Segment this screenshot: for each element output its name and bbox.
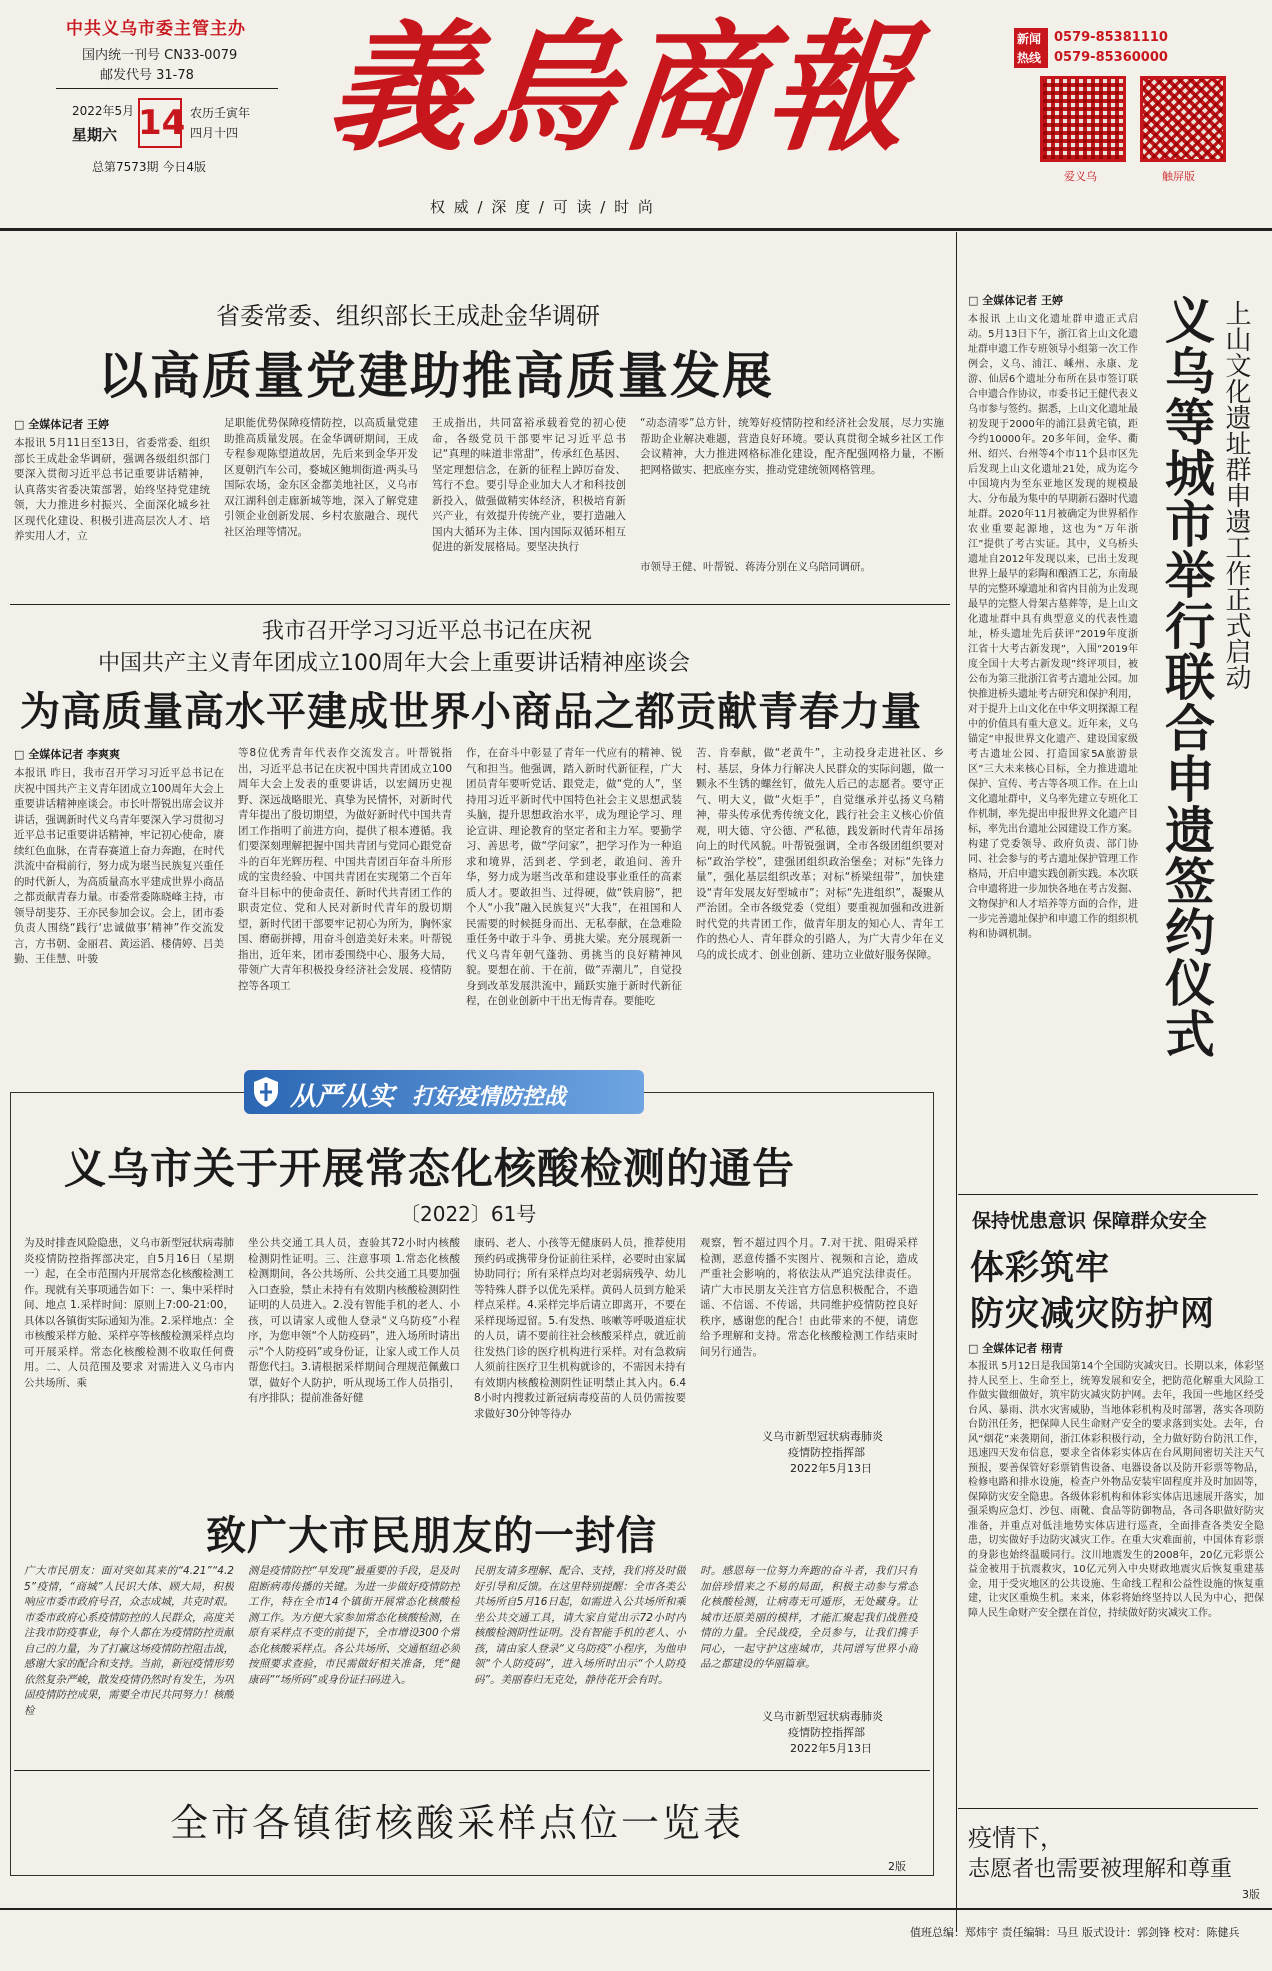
letter-col1: 广大市民朋友：面对突如其来的“4.21”“4.25”疫情，“商城”人民识大体、顾大局，积极响应市委市政府号召，众志成城，共克时艰。市委市政府心系疫情防控的人民群众，高度关注我市防疫事业，每个人都在为疫情防控贡献自己的力量，为了打赢这场疫情防控阻击战，感谢大家的配合和支持。当前，新冠疫情形势依然复杂严峻，散发疫情仍然时有发生，为巩固疫情防控成果，需要全市民共同努力！核酸检 <box>24 1565 234 1717</box>
issn-text: 国内统一刊号 CN33-0079 <box>82 48 238 63</box>
article1-col2: 足职能优势保障疫情防控，以高质量党建助推高质量发展。在金华调研期间，王成专程参观陈望道故居，先后来到金华开发区夏朝汽车公司，婺城区鲍圳街道·两头马国际农场，金东区金都美地社区，义乌市双江湖科创走廊新城等地，深入了解党建引领企业创新发展、乡村农旅融合、现代社区治理等情况。 <box>224 417 418 538</box>
letter-signature-1: 义乌市新型冠状病毒肺炎 <box>762 1710 883 1723</box>
article1-col3: 王成指出，共同富裕承载着党的初心使命，各级党员干部要牢记习近平总书记“真理的味道非常甜”，传承红色基因、坚定理想信念，在新的征程上踔厉奋发、笃行不怠。要引导企业加大人才和科技创新投入，做强做精实体经济，积极培育新兴产业，有效提升传统产业，要打造融入国内大循环为主体、国内国际双循环相互促进的新发展格局。要坚决执行 <box>432 417 626 553</box>
banner-text-left: 从严从实 <box>290 1082 395 1112</box>
right-volunteer-page: 3版 <box>1242 1888 1260 1901</box>
right-feature-kicker: 上山文化遗址群申遗工作正式启动 <box>1221 300 1251 690</box>
hotline-label-2: 热线 <box>1017 51 1042 65</box>
right-sports-kicker: 保持忧患意识 保障群众安全 <box>972 1210 1207 1232</box>
qr-label-2: 触屏版 <box>1162 170 1195 183</box>
hotline-label-1: 新闻 <box>1017 32 1042 46</box>
notice-headline: 义乌市关于开展常态化核酸检测的通告 <box>64 1144 796 1193</box>
qr-label-1: 爱义乌 <box>1064 170 1097 183</box>
sampling-list-page: 2版 <box>888 1860 906 1873</box>
masthead <box>0 0 1272 230</box>
hotline-phone-2: 0579-85360000 <box>1054 50 1168 65</box>
postal-code-text: 邮发代号 31-78 <box>100 68 194 83</box>
article2-col2: 等8位优秀青年代表作交流发言。叶帮锐指出，习近平总书记在庆祝中国共青团成立100周年大会上发表的重要讲话，以宏阔历史视野、深远战略眼光、真挚为民情怀，对新时代青年提出了殷切期望，为做好新时代中国共青团工作指明了前进方向，提供了根本遵循。我们要深刻理解把握中国共青团与党同心跟党奋斗的百年光辉历程、中国共青团百年奋斗所形成的宝贵经验、中国共青团在实现第二个百年奋斗目标中的使命责任、新时代共青团工作的职责定位、党和人民对新时代青年的殷切期望，新时代团干部要牢记初心为所为，胸怀家国、磨砺拼搏，用奋斗创造美好未来。叶帮锐指出，近年来，团市委围绕中心、服务大局，带领广大青年积极投身经济社会发展、疫情防控等各项工 <box>238 747 452 992</box>
letter-col2: 测是疫情防控“早发现”最重要的手段，是及时阻断病毒传播的关键。为进一步做好疫情防控工作，特在全市14个镇街开展常态化核酸检测工作。为方便大家参加常态化核酸检测，在原有采样点不变的前提下，全市增设300个常态化核酸采样点。各公共场所、交通枢纽必须按照要求查验，市民需做好相关准备，凭“健康码”“场所码”或身份证扫码进入。 <box>248 1565 460 1686</box>
article2-byline: □ 全媒体记者 李爽爽 <box>14 748 121 761</box>
article1-byline: □ 全媒体记者 王婷 <box>14 418 110 431</box>
newspaper-title: 義烏商報 <box>321 7 923 171</box>
article2-col1: 本报讯 昨日，我市召开学习习近平总书记在庆祝中国共产主义青年团成立100周年大会上重要讲话精神座谈会。市长叶帮锐出席会议并讲话，强调新时代义乌青年要深入学习贯彻习近平总书记重要讲话精神，牢记初心使命，赓续红色血脉，在青春赛道上奋力奔跑，在时代洪流中奋楫前行，努力成为堪当民族复兴重任的时代新人，为高质量高水平建成世界小商品之都贡献青春力量。市委常委陈晓峰主持，市领导胡斐芬、王亦民参加会议。会上，团市委负责人围绕“践行‘忠诚做事’精神”作交流发言，方书朝、金丽君、黄运滔、楼倩婷、吕美勤、王佳慧、叶骏 <box>14 767 224 965</box>
notice-number: 〔2022〕61号 <box>400 1202 537 1226</box>
right-sports-headline-1: 体彩筑牢 <box>970 1248 1110 1288</box>
letter-col3: 民朋友请多理解、配合、支持，我们将及时做好引导和反馈。在这里特别提醒：全市各类公共场所自5月16日起，如需进入公共场所和乘坐公共交通工具，请大家自觉出示72小时内核酸检测阴性证明。没有智能手机的老人、小孩，请由家人登录“义乌防疫”小程序，为他申领“个人防疫码”，进入场所时出示“个人防疫码”。美丽春归无克处，静待花开会有时。 <box>474 1565 686 1686</box>
notice-signature-2: 疫情防控指挥部 <box>788 1446 865 1459</box>
hotline-phone-1: 0579-85381110 <box>1054 30 1168 45</box>
right-feature-headline: 义乌等城市举行联合申遗签约仪式 <box>1157 294 1215 1059</box>
article2-kicker-2: 中国共产主义青年团成立100周年大会上重要讲话精神座谈会 <box>98 651 690 676</box>
notice-col4: 观察，暂不超过四个月。7.对干扰、阻碍采样检测，恶意传播不实图片、视频和言论，造成严重社会影响的，将依法从严追究法律责任。请广大市民朋友关注官方信息积极配合，不造谣、不信谣、不传谣，共同维护疫情防控良好秩序，感谢您的配合！由此带来的不便，请您给予理解和支持。常态化核酸检测工作结束时间另行通告。 <box>700 1237 918 1358</box>
footer-credits: 值班总编：郑炜宇 责任编辑：马旦 版式设计：郭剑锋 校对：陈健兵 <box>910 1926 1240 1939</box>
slogan: 权 威 / 深 度 / 可 读 / 时 尚 <box>430 198 655 216</box>
article2-headline: 为高质量高水平建成世界小商品之都贡献青春力量 <box>20 689 922 735</box>
letter-date: 2022年5月13日 <box>790 1742 872 1755</box>
sampling-list-title[interactable]: 全市各镇街核酸采样点位一览表 <box>170 1801 745 1845</box>
article1-col4: “动态清零”总方针，统筹好疫情防控和经济社会发展，尽力实施帮助企业解决难题，营造良好环境。要认真贯彻全城乡社区工作会议精神，大力推进网格标准化建设，配齐配强网格力量，不断把网格做实、把底座夯实，推动党建统领网格管理。 <box>640 417 944 476</box>
notice-col3: 康码、老人、小孩等无健康码人员，推荐使用预约码或携带身份证前往采样，必要时由家属协助同行；所有采样点均对老弱病残孕、幼儿等特殊人群予以优先采样。黄码人员到方舱采样点采样。4.采样完毕后请立即离开，不要在采样现场逗留。5.有发热、咳嗽等呼吸道症状的人员，请不要前往社会核酸采样点，就近前往发热门诊的医疗机构进行采样。对有急救病人须前往医疗卫生机构就诊的，不需因未持有有效期内核酸检测阴性证明禁止其入内。6.48小时内搜救过新冠病毒疫苗的人员仍需按要求做好30分钟等待办 <box>474 1237 686 1420</box>
day-number: 14 <box>138 103 186 143</box>
right-sports-text: 本报讯 5月12日是我国第14个全国防灾减灾日。长期以来，体彩坚持人民至上、生命至上，统筹发展和安全，把防范化解重大风险工作做实做细做好，筑牢防灾减灾防护网。去年，我国一些地区经受台风、暴雨、洪水灾害威胁，当地体彩机构及时部署，落实各项防台防汛任务，把保障人民生命财产安全的要求落到实处。去年，台风“烟花”来袭期间，浙江体彩积极行动，全力做好防台防汛工作，迅速四天发布信息，要求全省体彩实体店在台风期间密切关注天气预报，要善保管好彩票销售设备、电器设备以及防开彩票等物品，检修电路和排水设施，检查户外物品安装牢固程度并及时加固等，保障防灾安全隐患。各级体彩机构和体彩实体店迅速展开落实，加强采购应急灯、沙包、雨靴、食品等防御物品，各司各职做好防灾准备，并重点对低洼地势实体店进行巡查，全面排查各类安全隐患，切实做好手边防灾减灾工作。在重大灾难面前，中国体育彩票的身影也始终温暖同行。汶川地震发生的2008年，20亿元彩票公益金被用于抗震救灾，10亿元列入中央财政地震灾后恢复重建基金，用于受灾地区的公共设施、生命线工程和公益性设施的恢复重建，让灾区重焕生机。来来，体彩将始终坚持以人民为中心，把保障人民生命财产安全摆在首位，持续做好防灾减灾工作。 <box>968 1361 1264 1619</box>
banner-text-right: 打好疫情防控战 <box>412 1085 567 1110</box>
right-sports-byline: □ 全媒体记者 栩青 <box>968 1342 1064 1355</box>
right-feature-text: 本报讯 上山文化遗址群申遗正式启动。5月13日下午，浙江省上山文化遗址群申遗工作专班领导小组第一次工作例会，义乌、浦江、嵊州、永康、龙游、仙居6个遗址分布所在县市签订联合申遗合作协议，市委书记王健代表义乌市参与签约。据悉，上山文化遗址最初发现于2000年的浦江县黄宅镇，距今约10000年。20多年间，金华、衢州、绍兴、台州等4个市11个县市区先后发现上山文化遗址21处，成为迄今中国境内为至东亚地区发现的规模最大、分布最为集中的早期新石器时代遗址群。2020年11月被确定为世界稻作农业重要起源地，这也为“万年浙江”提供了考古实证。其中，义乌桥头遗址自2012年发现以来，已出土发现世界上最早的彩陶和酿酒工艺，东南最早的完整环壕遗址和省内目前为止发现最早的完整人骨架古墓葬等，是上山文化遗址群中具有典型意义的代表性遗址，桥头遗址先后获评“2019年度浙江省十大考古新发现”，入围“2019年度全国十大考古新发现”终评项目，被公布为第三批浙江省考古遗址公园。加快推进桥头遗址考古研究和保护利用，对于提升上山文化在中华文明探源工程中的价值具有重大意义。近年来，义乌锚定“申报世界文化遗产、建设国家级考古遗址公园、打造国家5A旅游景区”三大未来核心目标，全力推进遗址保护、宣传、考古等各项工作。在上山文化遗址群中，义乌率先建立专班化工作机制，率先提出申报世界文化遗产目标，率先出台遗址公园建设工作方案。构建了党委领导、政府负责、部门协同、社会参与的考古遗址保护管理工作格局，开启申遗实践创新实践。本次联合申遗将进一步加快各地在考古发掘、文物保护和人才培养等方面的合作，进一步完善遗址保护和申遗工作的组织机构和协调机制。 <box>968 314 1138 940</box>
lunar-day: 四月十四 <box>190 126 239 140</box>
article1-kicker: 省委常委、组织部长王成赴金华调研 <box>216 302 600 330</box>
letter-headline: 致广大市民朋友的一封信 <box>206 1513 657 1559</box>
letter-signature-2: 疫情防控指挥部 <box>788 1726 865 1739</box>
right-feature-byline: □ 全媒体记者 王婷 <box>968 294 1064 307</box>
right-volunteer-line-2[interactable]: 志愿者也需要被理解和尊重 <box>968 1857 1233 1882</box>
sponsor-text: 中共义乌市委主管主办 <box>66 19 246 39</box>
qr-code-2[interactable] <box>1140 76 1226 162</box>
notice-col1: 为及时排查风险隐患，义乌市新型冠状病毒肺炎疫情防控指挥部决定，自5月16日（星期一）起，在全市范围内开展常态化核酸检测工作。现就有关事项通告如下：一、集中采样时间、地点 1.采样时间：原则上7:00-21:00，具体以各镇街实际通知为准。2.采样地点：全市核酸采样方舱、采样亭等核酸检测采样点均可开展采样。常态化核酸检测不收取任何费用。二、人员范围及要求 对需进入义乌市内公共场所、乘 <box>24 1237 234 1389</box>
notice-signature-1: 义乌市新型冠状病毒肺炎 <box>762 1430 883 1443</box>
date-text: 2022年5月 <box>72 104 135 118</box>
article2-kicker-1: 我市召开学习习近平总书记在庆祝 <box>262 619 593 644</box>
weekday-text: 星期六 <box>72 126 118 144</box>
right-sports-headline-2: 防灾减灾防护网 <box>970 1294 1215 1334</box>
article1-col4-end: 市领导王健、叶帮锐、蒋涛分别在义乌陪同调研。 <box>640 561 871 573</box>
lunar-year: 农历壬寅年 <box>190 106 251 120</box>
letter-col4: 时。感恩每一位努力奔跑的奋斗者，我们只有加倍珍惜来之不易的局面，积极主动参与常态化核酸检测，让病毒无可遁形，无处藏身。让城市还原美丽的模样，才能汇聚起我们战胜疫情的力量。全民战疫，全员参与，让我们携手同心，一起守护这座城市，共同谱写世界小商品之都建设的华丽篇章。 <box>700 1565 918 1670</box>
article1-headline: 以高质量党建助推高质量发展 <box>98 347 774 405</box>
notice-date: 2022年5月13日 <box>790 1462 872 1475</box>
article2-col4: 苦、肯奉献，做“老黄牛”，主动投身走进社区、乡村、基层，身体力行解决人民群众的实际问题，做一颗永不生锈的螺丝钉，做先人后己的志愿者。要守正气、明大义，做“火炬手”，自觉继承并弘扬义乌精神，带头传承优秀传统文化，践行社会主义核心价值观，明大德、守公德、严私德，践发新时代青年昂扬向上的时代风貌。叶帮锐强调，全市各级团组织要对标“政治学校”，建强团组织政治堡垒；对标“先锋力量”，强化基层组织改革；对标“桥梁纽带”，加快建设“青年发展友好型城市”；对标“先进组织”，凝聚从严治团。全市各级党委（党组）要重视加强和改进新时代党的共青团工作，做青年朋友的知心人、青年工作的热心人、青年群众的引路人，为广大青少年在义乌的成长成才、创业创新、建功立业做好服务保障。 <box>696 747 944 961</box>
issue-text: 总第7573期 今日4版 <box>92 160 206 174</box>
article1-col1: 本报讯 5月11日至13日，省委常委、组织部长王成赴金华调研，强调各级组织部门要深入贯彻习近平总书记重要讲话精神，认真落实省委决策部署，始终坚持党建统领，大力推进乡村振兴、全面深化城乡社区现代化建设、积极引进高层次人才、培养实用人才，立 <box>14 437 210 542</box>
article2-col3: 作，在奋斗中彰显了青年一代应有的精神、锐气和担当。他强调，踏入新时代新征程，广大团员青年要听党话、跟党走，做“党的人”，坚持用习近平新时代中国特色社会主义思想武装头脑，提升思想政治水平，成为理论学习、理论宣讲、理论教育的坚定者和主力军。要勤学习、善思考，做“学问家”，把学习作为一种追求和境界，活到老、学到老，敢追问、善升华，努力成为堪当改革和建设事业重任的高素质人才。要敢担当、过得硬，做“铁肩膀”，把个人“小我”融入民族复兴“大我”，在祖国和人民需要的时候挺身而出、无私奉献，在急难险重任务中敢于斗争、勇挑大梁。充分展现新一代义乌青年朝气蓬勃、勇挑当的良好精神风貌。要想在前、干在前，做“弄潮儿”，自觉投身到改革发展洪流中，踊跃实施于新时代新征程，在创业创新中干出无悔青春。要能吃 <box>466 747 682 1007</box>
shield-icon <box>252 1076 280 1108</box>
notice-col2: 坐公共交通工具人员，查验其72小时内核酸检测阴性证明。三、注意事项 1.常态化核酸检测期间，各公共场所、公共交通工具要加强入口查验，禁止未持有有效期内核酸检测阴性证明的人员进入。2.没有智能手机的老人、小孩，可以请家人或他人登录“义乌防疫”小程序，为您申领“个人防疫码”，进入场所时请出示“个人防疫码”或身份证，让家人或工作人员帮您代扫。3.请根据采样期间合理规范佩戴口罩，做好个人防护，听从现场工作人员指引，有序排队；提前准备好健 <box>248 1237 460 1404</box>
qr-code-1[interactable] <box>1040 76 1126 162</box>
right-volunteer-line-1[interactable]: 疫情下， <box>968 1824 1064 1852</box>
